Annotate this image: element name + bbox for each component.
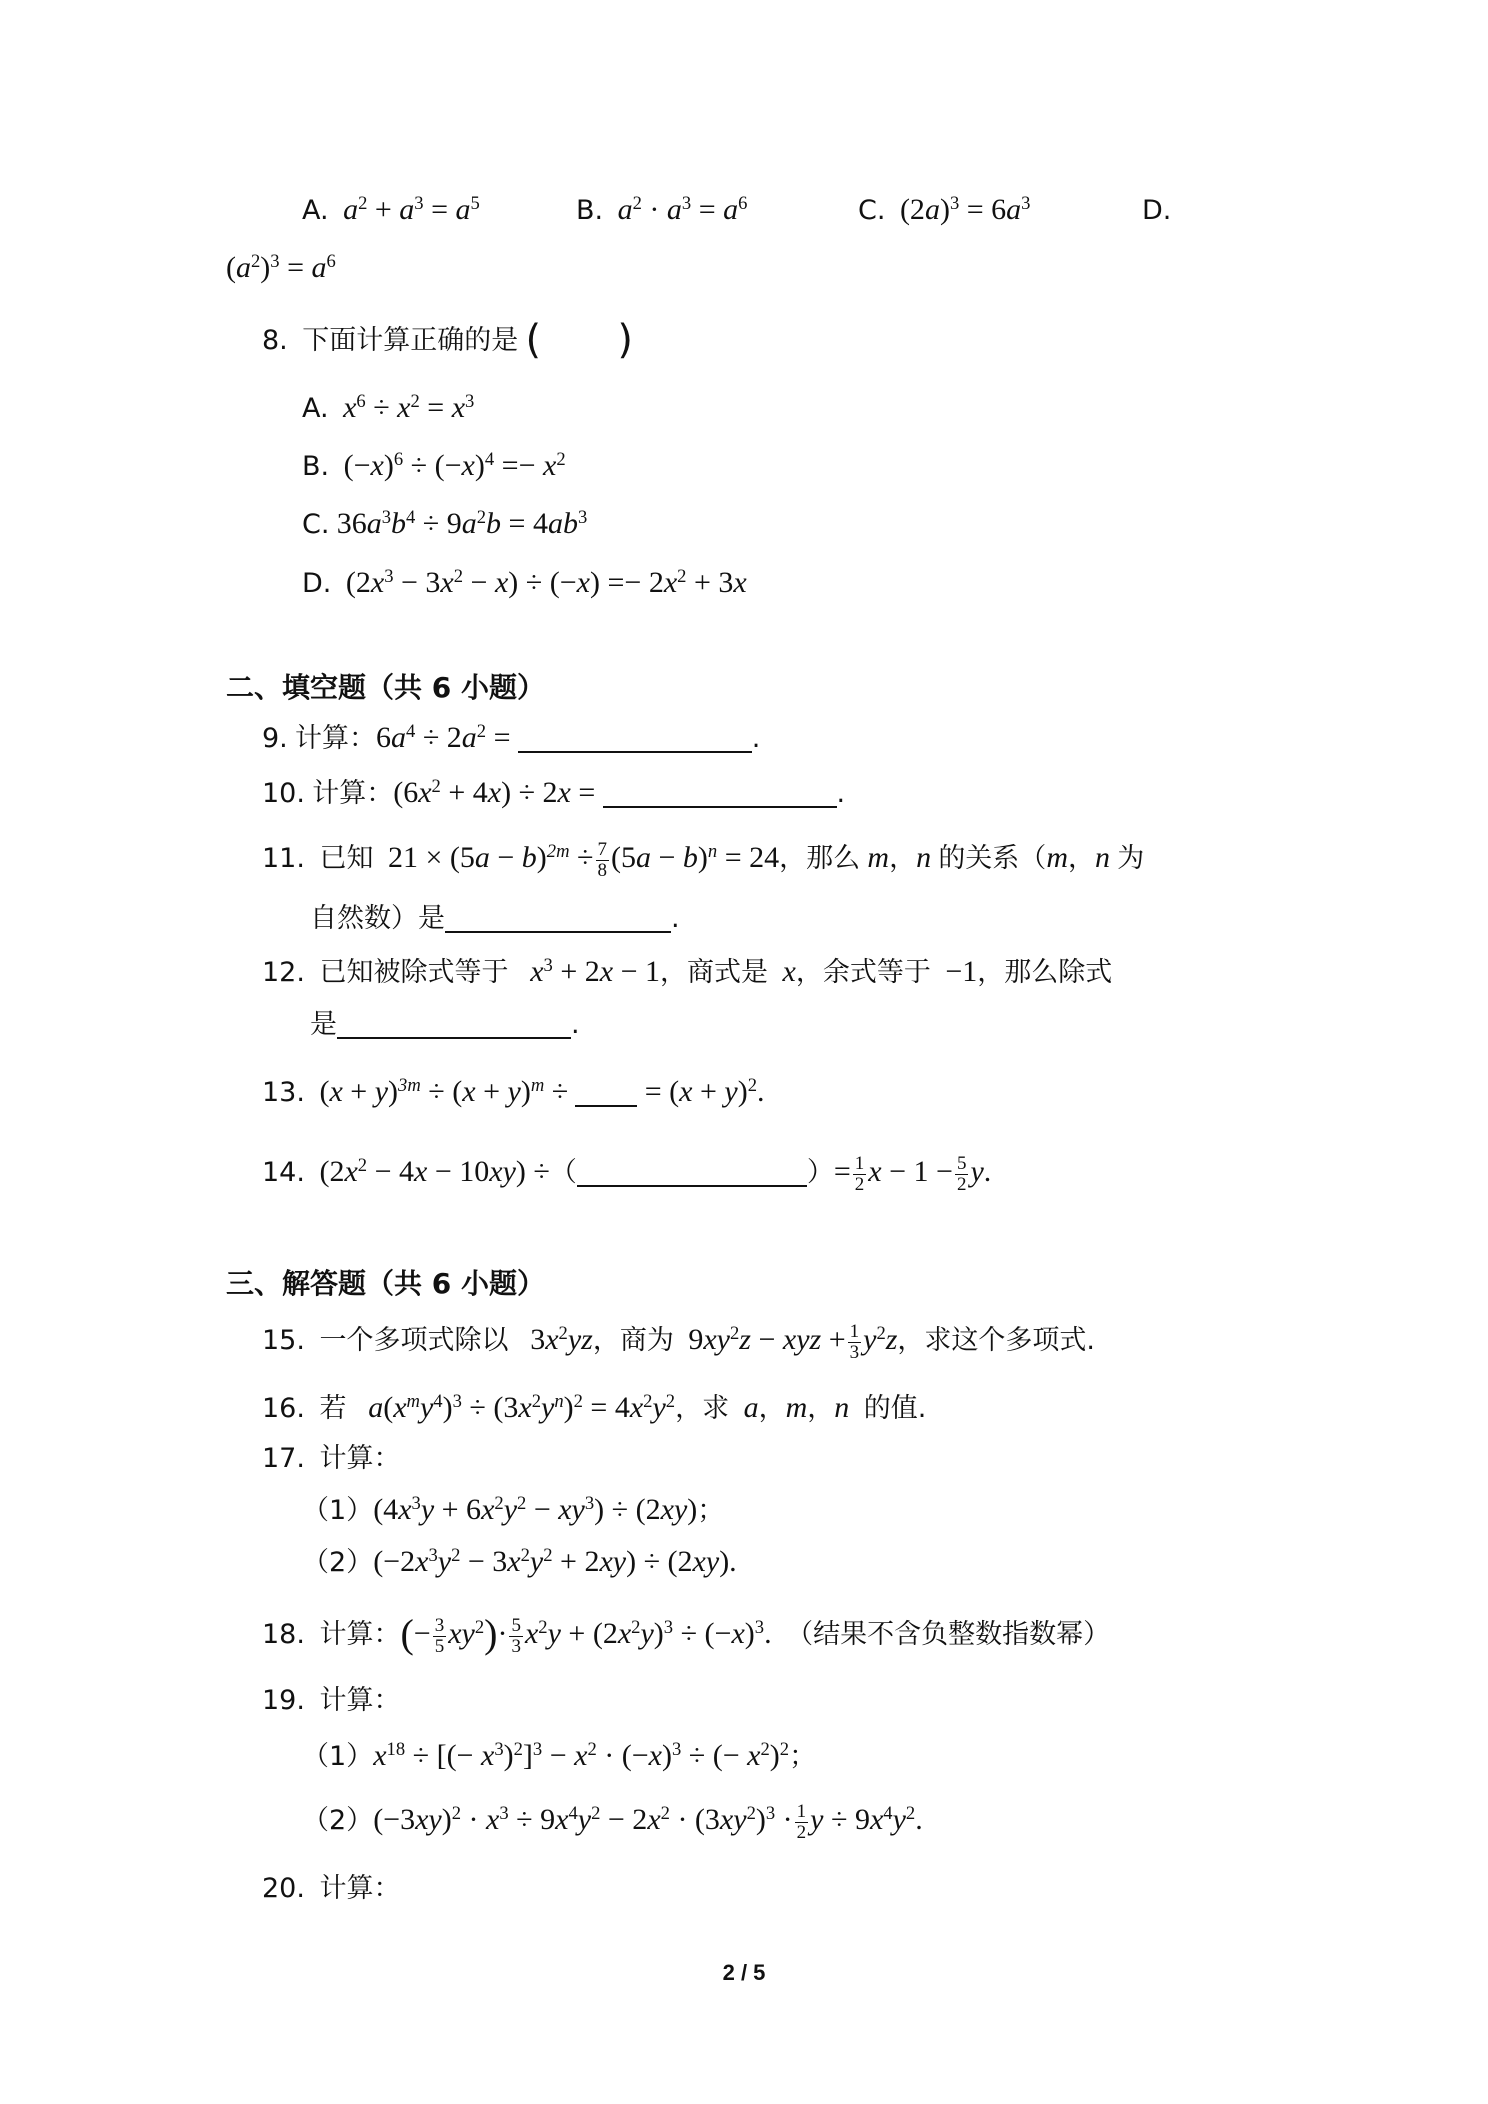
- q8-stem: 8. 下面计算正确的是 ( ): [262, 317, 634, 363]
- q7-option-d: D.: [1142, 195, 1172, 226]
- q7-option-b: B. $a^2 \cdot a^3 = a^6$: [576, 192, 748, 226]
- q10: 10. 计算：$(6x^2 + 4x) \div 2x$ = .: [262, 775, 846, 809]
- q7-option-b-math: $a^2 \cdot a^3 = a^6$: [617, 192, 748, 226]
- q7-option-c: C. $(2a)^3 = 6a^3$: [858, 192, 1031, 226]
- q12-line2: 是 .: [310, 1004, 580, 1045]
- q7-option-a: A. $a^2 + a^3 = a^5$: [302, 192, 480, 226]
- q18: 18. 计算：(− $\frac{3}{5}$ $xy^2)\cdot$ $\frac{5}{3}$ $x^2y + (2x^2y)^3 \div (-x)^3$. （结果不含负整数指数幂）: [262, 1611, 1111, 1657]
- q17-part2: $(2)(-2x^3y^2 - 3x^2y^2 + 2xy) \div (2xy)$.: [302, 1544, 737, 1578]
- q7-option-a-math: $a^2 + a^3 = a^5$: [343, 192, 480, 226]
- page-number: 2 / 5: [722, 1960, 766, 1985]
- q19: 19. 计算：: [262, 1685, 401, 1716]
- q8-option-d: D. $(2x^3 - 3x^2 - x) \div (-x) =- 2x^2 + 3x$: [302, 565, 747, 599]
- q9-answer-blank[interactable]: [518, 719, 752, 753]
- q12-answer-blank[interactable]: [337, 1005, 571, 1039]
- q8-option-c: C. $36a^3b^4 \div 9a^2b = 4ab^3$: [302, 506, 588, 540]
- q12-line1: 12. 已知被除式等于 $x^3 + 2x - 1$，商式是 x，余式等于 −1，那么除式: [262, 954, 1113, 988]
- q17: 17. 计算：: [262, 1443, 401, 1474]
- q20: 20. 计算：: [262, 1873, 401, 1904]
- q7-option-d-math: $(a^2)^3 = a^6$: [226, 250, 336, 284]
- q11-answer-blank[interactable]: [445, 899, 671, 933]
- q16: 16. 若 $a(x^my^4)^3 \div (3x^2y^n)^2 = 4x^2y^2$，求 a，m，n 的值.: [262, 1390, 927, 1424]
- q8-option-b: B. $(-x)^6 \div (-x)^4 =- x^2$: [302, 448, 566, 482]
- q13-answer-blank[interactable]: [575, 1073, 637, 1107]
- q8-option-a: A. $x^6 \div x^2 = x^3$: [302, 390, 475, 424]
- q17-part1: $(1)(4x^3y + 6x^2y^2 - xy^3) \div (2xy)$；: [302, 1492, 725, 1526]
- section-2-heading: 二、填空题（共 6 小题）: [226, 671, 545, 704]
- q11-line1: 11. 已知 $21 \times (5a - b)^{2m}$ ÷ $\frac{7}{8}$ $(5a - b)^n = 24$，那么 m，n 的关系（m，n 为: [262, 838, 1145, 881]
- q10-answer-blank[interactable]: [603, 774, 837, 808]
- q7-option-c-math: $(2a)^3 = 6a^3$: [899, 192, 1031, 226]
- q13: 13. $(x + y)^{3m} \div (x + y)^m$ ÷ = $(x + y)^2$.: [262, 1074, 765, 1108]
- q14-answer-blank[interactable]: [577, 1153, 807, 1187]
- q15: 15. 一个多项式除以 $3x^2yz$，商为 $9xy^2z$ − xyz + $\frac{1}{3}$ $y^2z$，求这个多项式.: [262, 1320, 1096, 1363]
- q11-line2: 自然数）是 .: [310, 898, 680, 939]
- q19-part2: $(2)(-3xy)^2 \cdot x^3 \div 9x^4y^2 - 2x^2 \cdot (3xy^2)^3$ · $\frac{1}{2}$ $y \div 9x^4y^2$.: [302, 1800, 923, 1843]
- q19-part1: $(1)x^{18}$ ÷ [(− $x^3)^2]^3 - x^2 \cdot (-x)^3$ ÷ (− $x^2)^2$；: [302, 1738, 817, 1772]
- answer-bracket[interactable]: ( ): [525, 317, 634, 363]
- q14: 14. $(2x^2 - 4x - 10xy)$ ÷（ ）= $\frac{1}{2}$ x − 1 − $\frac{5}{2}$ y.: [262, 1152, 992, 1195]
- section-3-heading: 三、解答题（共 6 小题）: [226, 1267, 545, 1300]
- q9: 9. 计算：$6a^4 \div 2a^2$ = .: [262, 720, 761, 754]
